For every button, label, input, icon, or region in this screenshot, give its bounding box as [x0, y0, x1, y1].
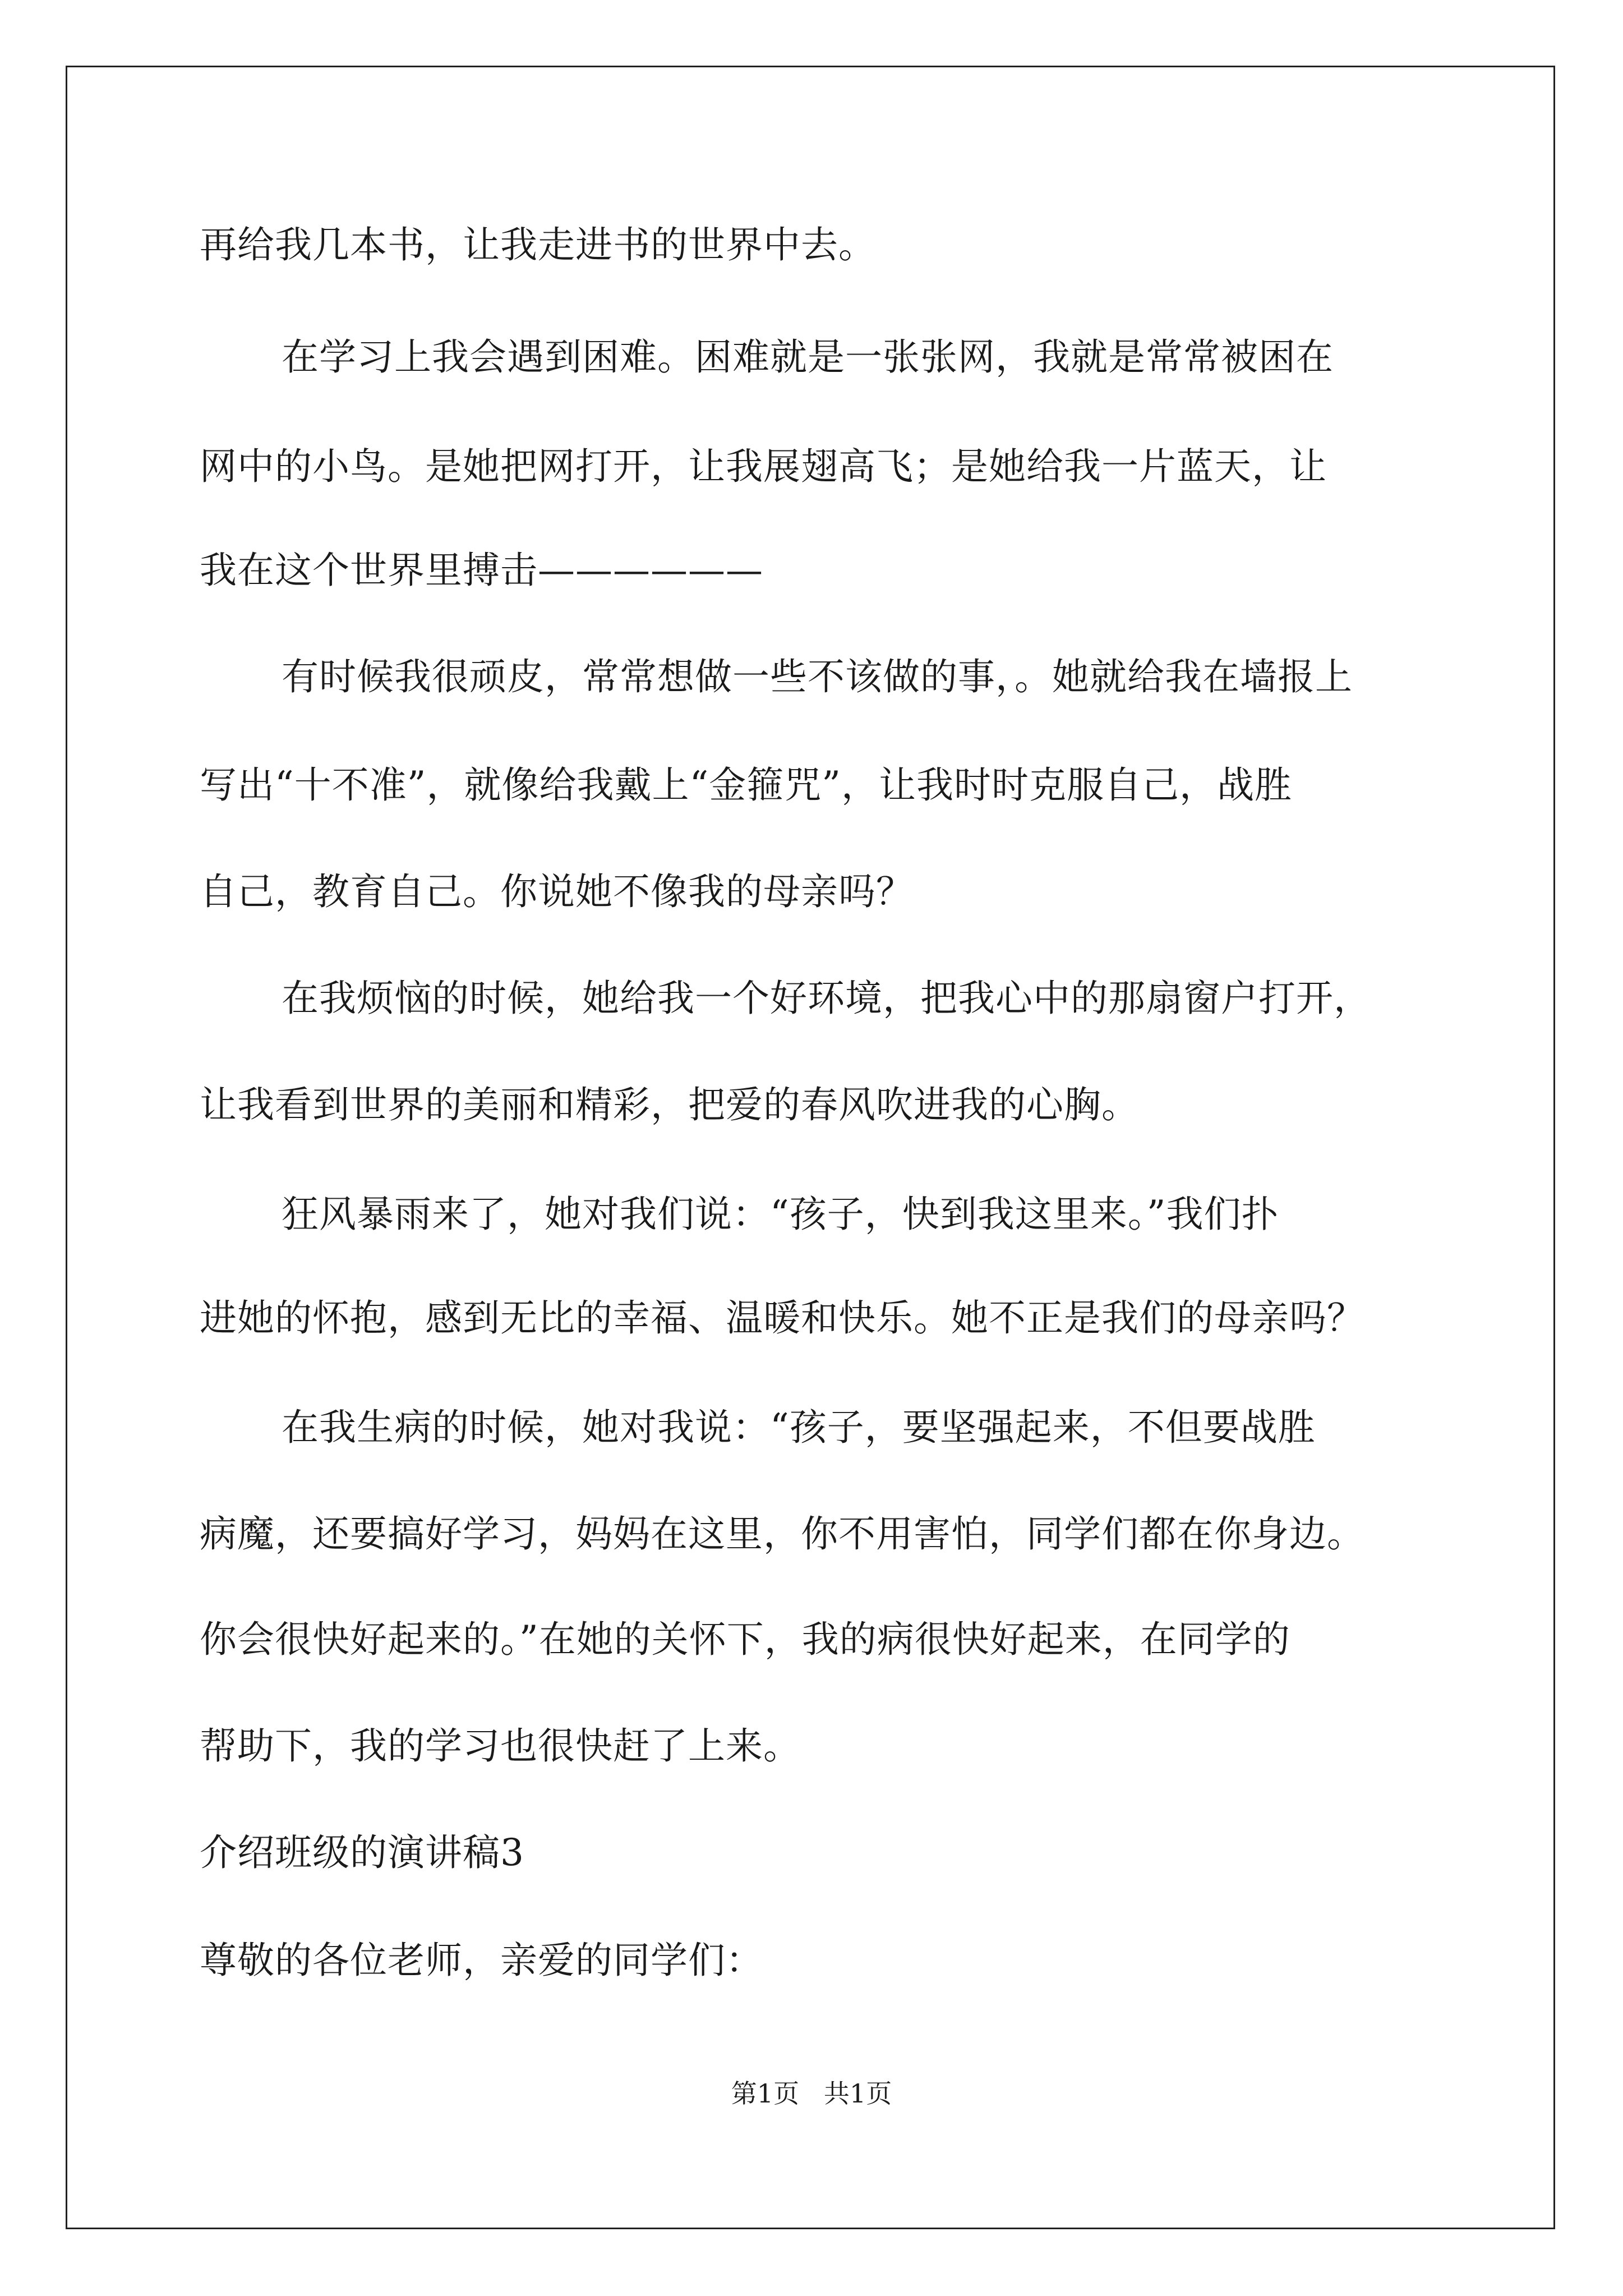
paragraph-first-line: 在我烦恼的时候，她给我一个好环境，把我心中的那扇窗户打开， — [282, 977, 1371, 1020]
text-line: 病魔，还要搞好学习，妈妈在这里，你不用害怕，同学们都在你身边。 — [200, 1512, 1364, 1556]
salutation: 尊敬的各位老师，亲爱的同学们： — [200, 1939, 763, 1982]
text-line: 我在这个世界里搏击—————— — [200, 549, 763, 592]
text-line: 你会很快好起来的。”在她的关怀下，我的病很快好起来，在同学的 — [200, 1618, 1290, 1661]
paragraph-first-line: 狂风暴雨来了，她对我们说：“孩子，快到我这里来。”我们扑 — [282, 1193, 1279, 1236]
paragraph-first-line: 有时候我很顽皮，常常想做一些不该做的事，。她就给我在墙报上 — [282, 655, 1353, 698]
paragraph-first-line: 在学习上我会遇到困难。困难就是一张张网，我就是常常被困在 — [282, 335, 1334, 379]
page-border — [66, 66, 1555, 2229]
page-number-footer: 第1页 共1页 — [731, 2078, 892, 2109]
paragraph-first-line: 在我生病的时候，她对我说：“孩子，要坚强起来，不但要战胜 — [282, 1406, 1316, 1449]
text-line: 写出“十不准”，就像给我戴上“金箍咒”，让我时时克服自己，战胜 — [200, 763, 1292, 807]
text-line: 进她的怀抱，感到无比的幸福、温暖和快乐。她不正是我们的母亲吗？ — [200, 1296, 1364, 1340]
section-heading: 介绍班级的演讲稿3 — [200, 1831, 524, 1874]
text-line: 自己，教育自己。你说她不像我的母亲吗？ — [200, 870, 914, 913]
text-line: 帮助下，我的学习也很快赶了上来。 — [200, 1724, 801, 1768]
text-line: 让我看到世界的美丽和精彩，把爱的春风吹进我的心胸。 — [200, 1083, 1139, 1126]
text-line: 再给我几本书，让我走进书的世界中去。 — [200, 223, 876, 266]
text-line: 网中的小鸟。是她把网打开，让我展翅高飞；是她给我一片蓝天，让 — [200, 445, 1327, 488]
